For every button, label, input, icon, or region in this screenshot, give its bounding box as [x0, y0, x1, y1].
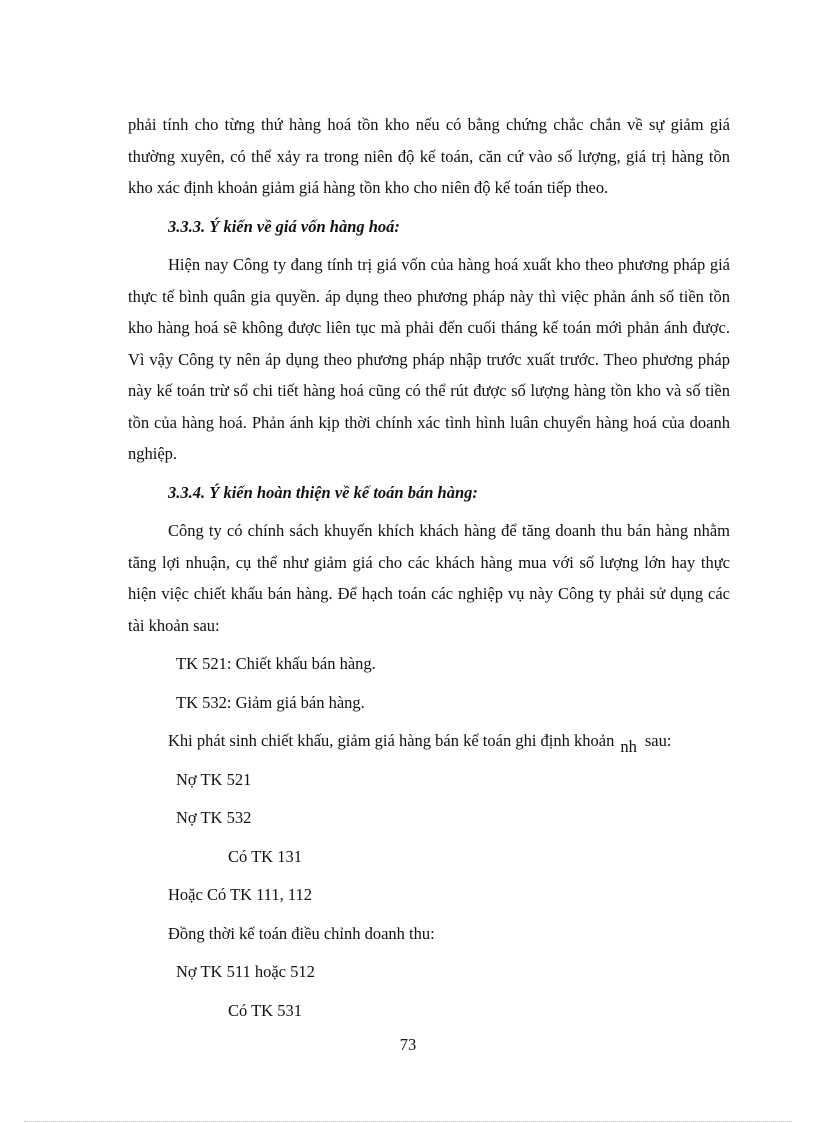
- paragraph-2: Hiện nay Công ty đang tính trị giá vốn của hàng hoá xuất kho theo phương pháp giá thực tế bình quân gia quyền. áp dụng theo phương pháp này thì việc phản ánh số tiền tồn kho hàng hoá sẽ không được liên tục mà phải đến cuối tháng kế toán mới phản ánh được. Vì vậy Công ty nên áp dụng theo phương pháp nhập trước xuất trước. Theo phương pháp này kế toán trừ sổ chi tiết hàng hoá cũng có thể rút được số lượng hàng tồn kho và số tiền tồn của hàng hoá. Phản ánh kịp thời chính xác tình hình luân chuyển hàng hoá của doanh nghiệp.: [128, 255, 730, 463]
- paragraph-3: Công ty có chính sách khuyến khích khách hàng để tăng doanh thu bán hàng nhằm tăng lợi nhuận, cụ thể như giảm giá cho các khách hàng mua với số lượng lớn hay thực hiện việc chiết khấu bán hàng. Để hạch toán các nghiệp vụ này Công ty phải sử dụng các tài khoản sau:: [128, 521, 730, 635]
- line-dong-thoi: Đồng thời kế toán điều chỉnh doanh thu:: [168, 923, 435, 943]
- khi-after-text: sau:: [644, 731, 672, 750]
- line-co-131: Có TK 131: [228, 846, 302, 866]
- line-co-531: Có TK 531: [228, 1000, 302, 1020]
- paragraph-1: phải tính cho từng thứ hàng hoá tồn kho nếu có bằng chứng chắc chắn về sự giảm giá thường xuyên, có thể xảy ra trong niên độ kế toán, căn cứ vào số lượng, giá trị hàng tồn kho xác định khoản giảm giá hàng tồn kho cho niên độ kế toán tiếp theo.: [128, 115, 730, 197]
- heading-3-3-4: 3.3.4. Ý kiến hoàn thiện về kế toán bán hàng:: [168, 482, 478, 502]
- page-number: 73: [399, 1035, 417, 1054]
- line-khi-phat-sinh: [128, 725, 730, 757]
- heading-3-3-3: 3.3.3. Ý kiến về giá vốn hàng hoá:: [168, 216, 400, 236]
- body-text: [128, 109, 730, 1026]
- line-no-521: Nợ TK 521: [176, 769, 252, 789]
- khi-text: Khi phát sinh chiết khấu, giảm giá hàng bán kế toán ghi định khoản: [168, 731, 615, 750]
- line-tk521: TK 521: Chiết khấu bán hàng.: [176, 654, 376, 673]
- khi-sub-text: nh: [620, 737, 637, 756]
- line-tk532: TK 532: Giảm giá bán hàng.: [176, 692, 365, 712]
- line-no-511: Nợ TK 511 hoặc 512: [176, 962, 315, 981]
- line-hoac: Hoặc Có TK 111, 112: [168, 885, 313, 904]
- page-bottom-border: [24, 1121, 792, 1122]
- line-no-532: Nợ TK 532: [176, 808, 252, 827]
